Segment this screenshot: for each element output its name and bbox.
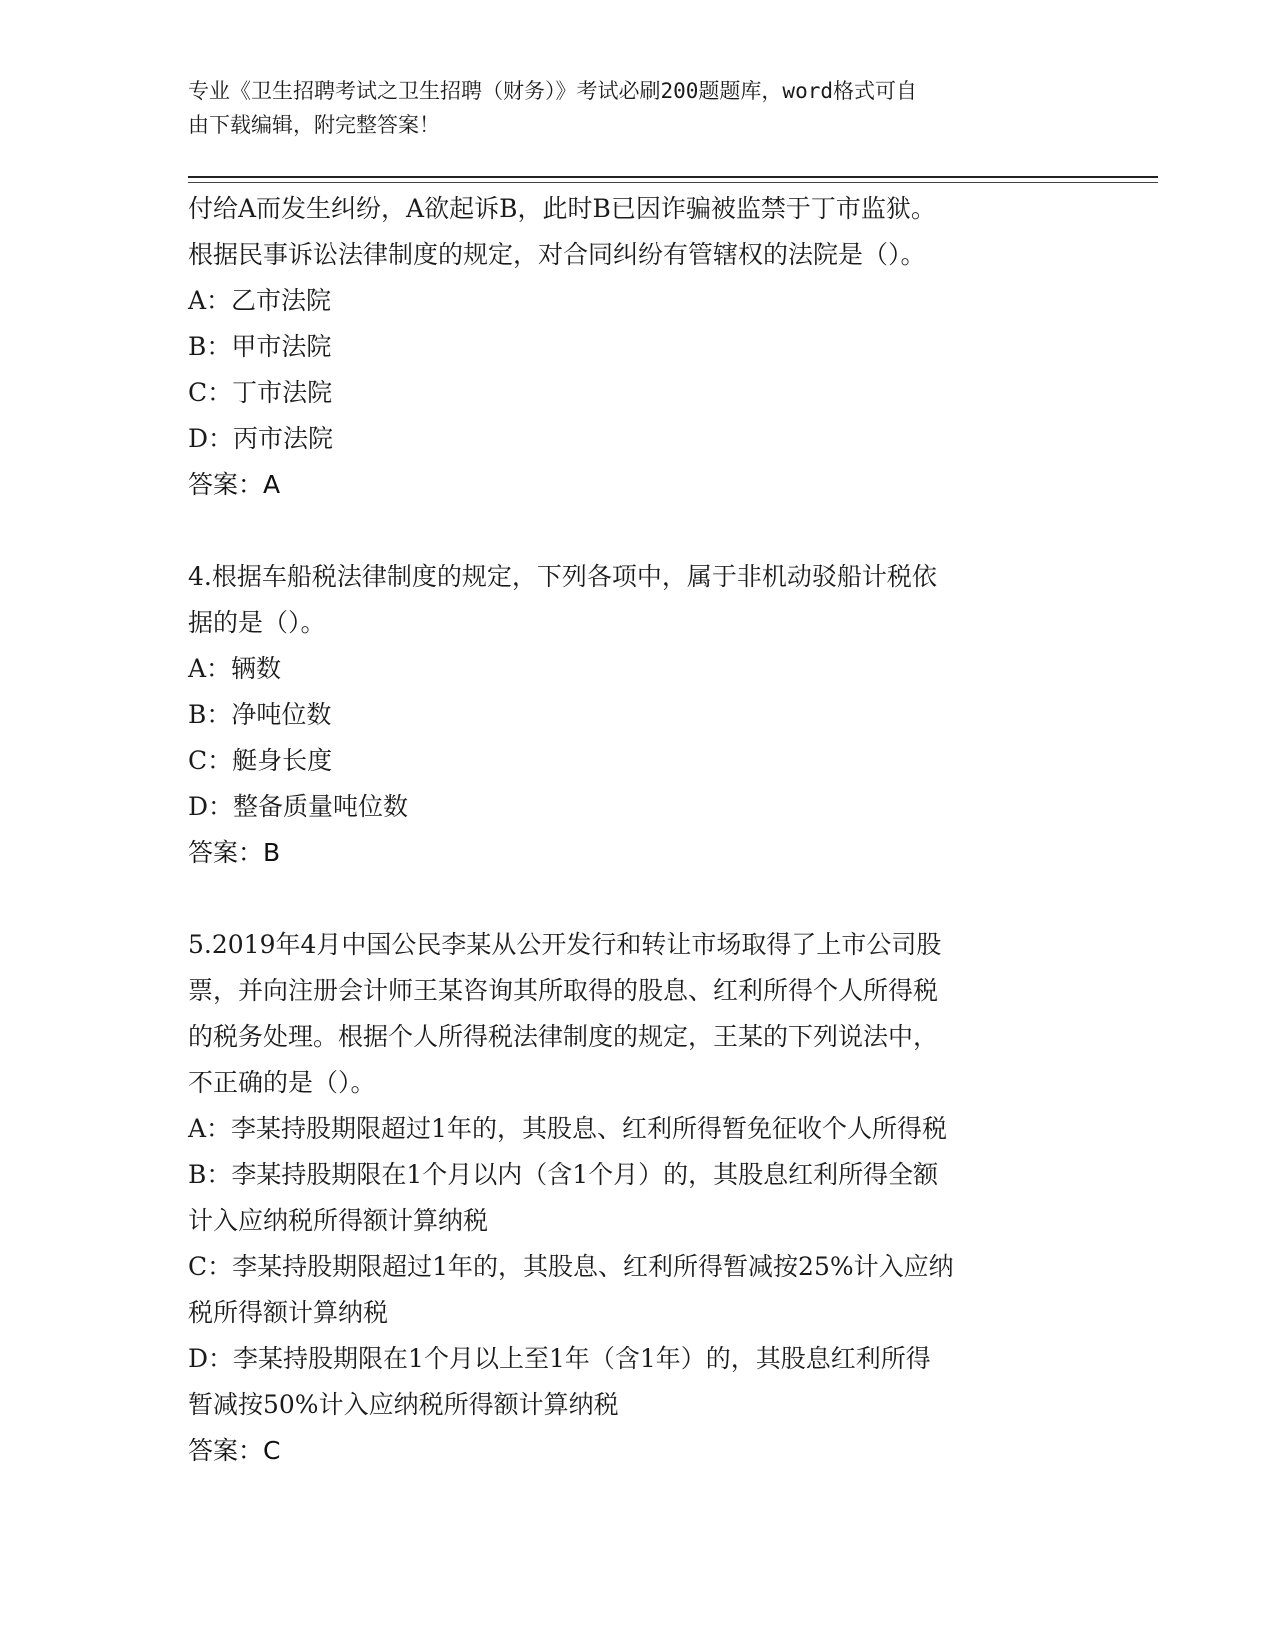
option-b-continued: 计入应纳税所得额计算纳税 (188, 1206, 489, 1235)
question-stem-line: 的税务处理。根据个人所得税法律制度的规定，王某的下列说法中， (188, 1022, 939, 1051)
header-line-2: 由下载编辑，附完整答案！ (188, 113, 440, 137)
spacer (188, 876, 1088, 922)
option-b: B：李某持股期限在1个月以内（含1个月）的，其股息红利所得全额 (188, 1160, 939, 1189)
answer-line: 答案：A (188, 470, 281, 499)
question-stem-line: 付给A而发生纠纷，A欲起诉B，此时B已因诈骗被监禁于丁市监狱。 (188, 194, 936, 223)
header-divider-thick (188, 176, 1158, 178)
question-4 (188, 554, 1088, 876)
spacer (188, 508, 1088, 554)
option-b: B：甲市法院 (188, 332, 332, 361)
header-line-1: 专业《卫生招聘考试之卫生招聘（财务）》考试必刷200题题库，word格式可自 (188, 79, 917, 103)
question-stem-line: 不正确的是（）。 (188, 1068, 376, 1097)
option-c: C：丁市法院 (188, 378, 333, 407)
answer-line: 答案：C (188, 1436, 281, 1465)
option-c-continued: 税所得额计算纳税 (188, 1298, 389, 1327)
option-d-continued: 暂减按50%计入应纳税所得额计算纳税 (188, 1390, 619, 1419)
question-stem-line: 票，并向注册会计师王某咨询其所取得的股息、红利所得个人所得税 (188, 976, 939, 1005)
question-content (188, 186, 1088, 1474)
question-stem-line: 5.2019年4月中国公民李某从公开发行和转让市场取得了上市公司股 (188, 930, 942, 959)
option-d: D：丙市法院 (188, 424, 334, 453)
answer-line: 答案：B (188, 838, 281, 867)
option-d: D：李某持股期限在1个月以上至1年（含1年）的，其股息红利所得 (188, 1344, 931, 1373)
question-stem-line: 4.根据车船税法律制度的规定，下列各项中，属于非机动驳船计税依 (188, 562, 937, 591)
option-a: A：李某持股期限超过1年的，其股息、红利所得暂免征收个人所得税 (188, 1114, 947, 1143)
option-d: D：整备质量吨位数 (188, 792, 409, 821)
header-divider-thin (188, 182, 1158, 183)
question-5 (188, 922, 1088, 1474)
option-a: A：辆数 (188, 654, 282, 683)
option-a: A：乙市法院 (188, 286, 332, 315)
option-c: C：李某持股期限超过1年的，其股息、红利所得暂减按25%计入应纳 (188, 1252, 954, 1281)
question-stem-line: 据的是（）。 (188, 608, 326, 637)
option-c: C：艇身长度 (188, 746, 333, 775)
question-stem-line: 根据民事诉讼法律制度的规定，对合同纠纷有管辖权的法院是（）。 (188, 240, 926, 269)
document-header (188, 74, 1088, 142)
question-3 (188, 186, 1088, 508)
option-b: B：净吨位数 (188, 700, 332, 729)
